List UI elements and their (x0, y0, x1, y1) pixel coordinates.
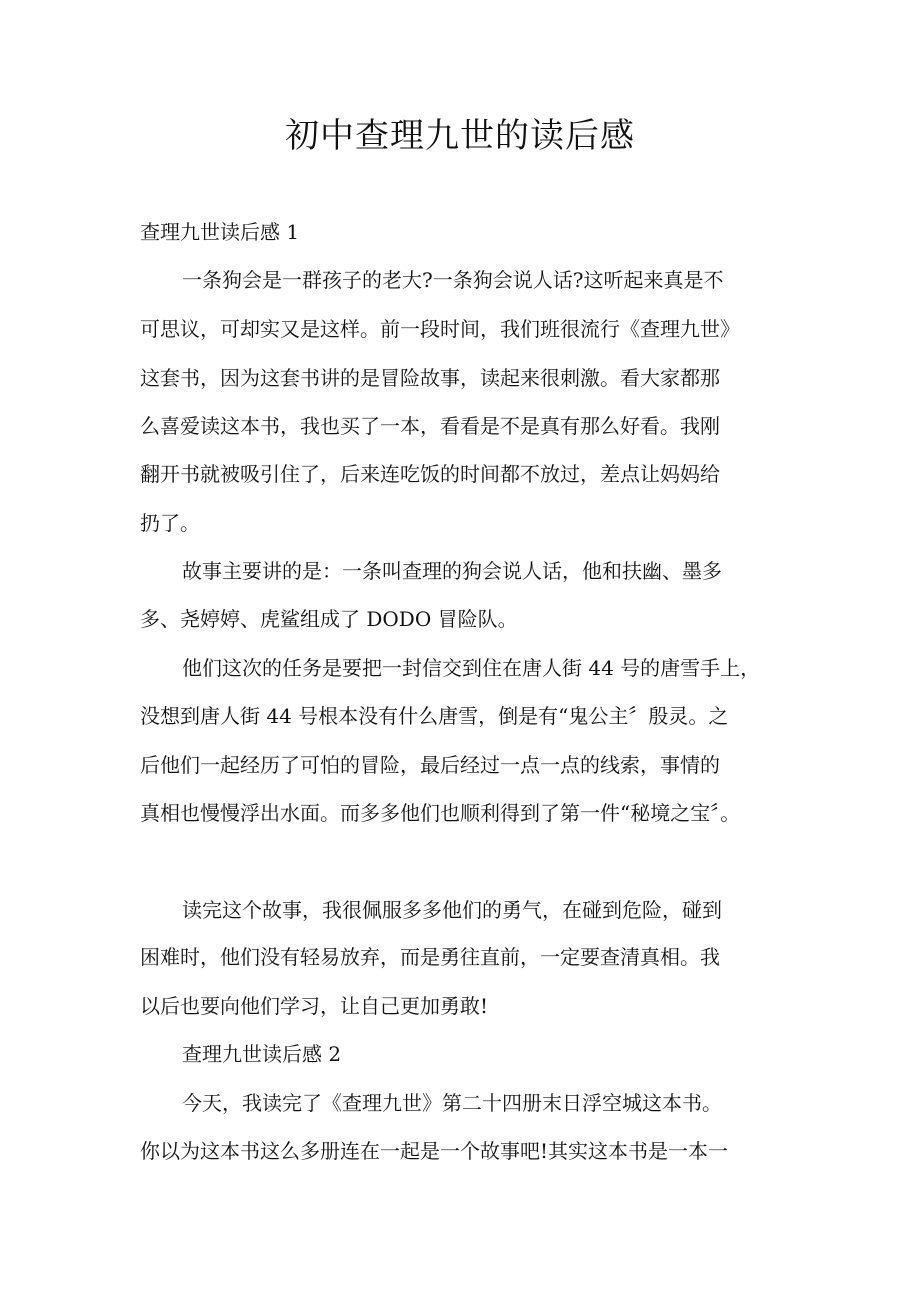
paragraph-line: 以后也要向他们学习，让自己更加勇敢! (140, 994, 489, 1018)
paragraph-line: 真相也慢慢浮出水面。而多多他们也顺利得到了第一件“秘境之宝〞。 (140, 801, 741, 825)
paragraph-line: 读完这个故事，我很佩服多多他们的勇气，在碰到危险，碰到 (182, 898, 722, 922)
paragraph-line: 后他们一起经历了可怕的冒险，最后经过一点一点的线索，事情的 (140, 753, 720, 777)
paragraph-line: 扔了。 (140, 511, 200, 535)
document-title: 初中查理九世的读后感 (285, 116, 635, 156)
paragraph-line: 今天，我读完了《查理九世》第二十四册末日浮空城这本书。 (182, 1091, 722, 1115)
paragraph-line: 他们这次的任务是要把一封信交到住在唐人街 44 号的唐雪手上， (182, 656, 761, 680)
paragraph-line: 你以为这本书这么多册连在一起是一个故事吧!其实这本书是一本一 (140, 1139, 729, 1163)
paragraph-line: 翻开书就被吸引住了，后来连吃饭的时间都不放过，差点让妈妈给 (140, 462, 720, 486)
paragraph-line: 多、尧婷婷、虎鲨组成了 DODO 冒险队。 (140, 607, 518, 631)
section-heading-1: 查理九世读后感 1 (140, 220, 300, 244)
paragraph-line: 没想到唐人街 44 号根本没有什么唐雪，倒是有“鬼公主〞殷灵。之 (140, 704, 729, 728)
paragraph-line: 一条狗会是一群孩子的老大?一条狗会说人话?这听起来真是不 (182, 268, 724, 292)
paragraph-line: 么喜爱读这本书，我也买了一本，看看是不是真有那么好看。我刚 (140, 414, 720, 438)
paragraph-line: 这套书，因为这套书讲的是冒险故事，读起来很刺激。看大家都那 (140, 366, 720, 390)
paragraph-line: 故事主要讲的是：一条叫查理的狗会说人话，他和扶幽、墨多 (182, 559, 722, 583)
paragraph-line: 困难时，他们没有轻易放弃，而是勇往直前，一定要查清真相。我 (140, 945, 720, 969)
section-heading-2: 查理九世读后感 2 (182, 1042, 342, 1066)
paragraph-line: 可思议，可却实又是这样。前一段时间，我们班很流行《查理九世》 (140, 317, 740, 341)
